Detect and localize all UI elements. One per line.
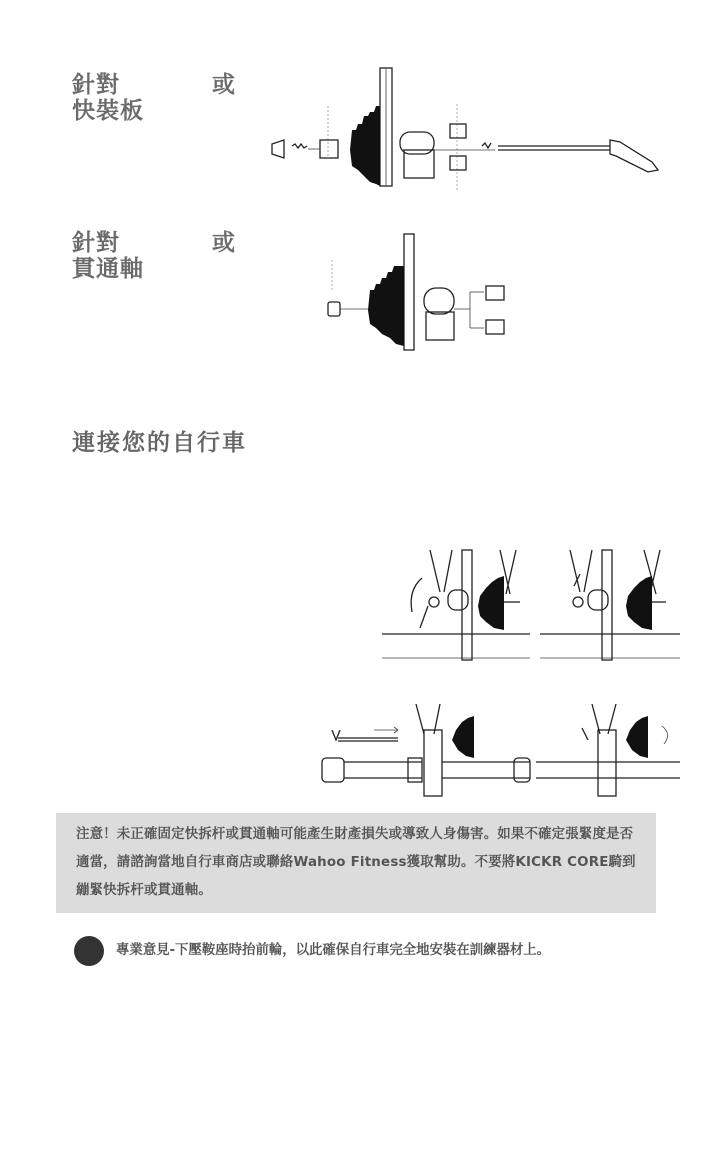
thru-axle-title xyxy=(72,230,236,282)
thru-axle-tightened-diagram xyxy=(536,700,680,796)
quick-release-title-line2: 快裝板 xyxy=(72,98,144,124)
cassette-icon xyxy=(350,106,380,186)
thru-axle-adapter-diagram xyxy=(320,230,520,352)
thru-axle-title-line1-b: 或 xyxy=(212,230,236,256)
connect-bike-heading: 連接您的自行車 xyxy=(72,430,247,456)
thru-axle-title-line1-a: 針對 xyxy=(72,230,120,256)
thru-axle-title-line2: 貫通軸 xyxy=(72,256,144,282)
bike-mount-lever-diagram-2 xyxy=(540,546,680,660)
rotate-arrow-icon xyxy=(411,578,422,612)
cassette-icon xyxy=(626,716,648,758)
cassette-icon xyxy=(626,576,652,630)
bike-mount-lever-diagram-1 xyxy=(382,546,530,660)
thru-axle-insert-diagram xyxy=(318,700,530,796)
cassette-icon xyxy=(452,716,474,758)
quick-release-title-line1-b: 或 xyxy=(212,72,236,98)
quick-release-adapter-diagram xyxy=(260,66,670,196)
quick-release-title-line1-a: 針對 xyxy=(72,72,120,98)
tip-bullet-icon xyxy=(74,936,104,966)
cassette-icon xyxy=(368,266,404,346)
cassette-icon xyxy=(478,576,504,630)
quick-release-title xyxy=(72,72,236,124)
tip-text: 專業意見-下壓鞍座時抬前輪，以此確保自行車完全地安裝在訓練器材上。 xyxy=(116,943,551,958)
warning-text: 注意！未正確固定快拆杆或貫通軸可能產生財產損失或導致人身傷害。如果不確定張緊度是否適當，請諮詢當地自行車商店或聯絡Wahoo Fitness獲取幫助。不要將KICKR CORE騎到繃緊快拆杆或貫通軸。 xyxy=(76,827,636,898)
rotate-arrow-icon xyxy=(662,726,668,744)
